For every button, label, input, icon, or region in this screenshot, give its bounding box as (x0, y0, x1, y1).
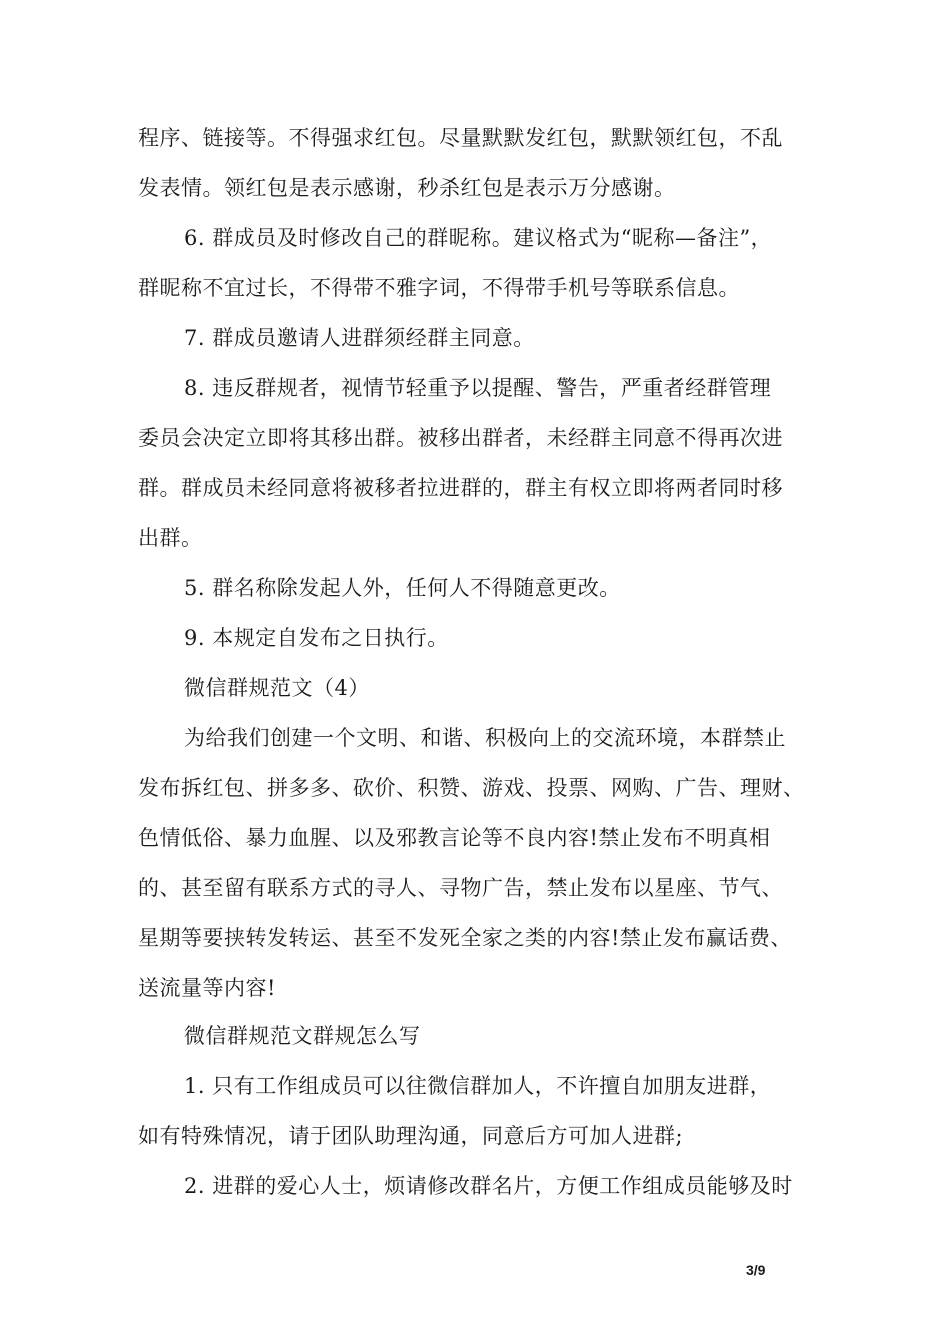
section-heading: 微信群规范文（4） (184, 676, 370, 700)
text-line: 为给我们创建一个文明、和谐、积极向上的交流环境，本群禁止 (184, 726, 786, 750)
text-line: 群。群成员未经同意将被移者拉进群的，群主有权立即将两者同时移 (138, 476, 783, 500)
page-number: 3/9 (746, 1262, 766, 1278)
text-line: 7. 群成员邀请人进群须经群主同意。 (184, 326, 535, 350)
text-line: 6. 群成员及时修改自己的群昵称。建议格式为“昵称—备注”， (184, 226, 773, 250)
text-line: 星期等要挟转发转运、甚至不发死全家之类的内容!禁止发布赢话费、 (138, 926, 792, 950)
section-heading: 微信群规范文群规怎么写 (184, 1024, 421, 1048)
text-line: 的、甚至留有联系方式的寻人、寻物广告，禁止发布以星座、节气、 (138, 876, 783, 900)
text-line: 送流量等内容! (138, 976, 276, 1000)
text-line: 出群。 (138, 526, 203, 550)
text-line: 2. 进群的爱心人士，烦请修改群名片，方便工作组成员能够及时 (184, 1174, 793, 1198)
text-line: 程序、链接等。不得强求红包。尽量默默发红包，默默领红包，不乱 (138, 126, 783, 150)
text-line: 发布拆红包、拼多多、砍价、积赞、游戏、投票、网购、广告、理财、 (138, 776, 805, 800)
text-line: 如有特殊情况，请于团队助理沟通，同意后方可加人进群; (138, 1124, 684, 1148)
text-line: 8. 违反群规者，视情节轻重予以提醒、警告，严重者经群管理 (184, 376, 772, 400)
text-line: 9. 本规定自发布之日执行。 (184, 626, 449, 650)
text-line: 群昵称不宜过长，不得带不雅字词，不得带手机号等联系信息。 (138, 276, 740, 300)
text-line: 发表情。领红包是表示感谢，秒杀红包是表示万分感谢。 (138, 176, 676, 200)
text-line: 色情低俗、暴力血腥、以及邪教言论等不良内容!禁止发布不明真相 (138, 826, 771, 850)
text-line: 5. 群名称除发起人外，任何人不得随意更改。 (184, 576, 621, 600)
text-line: 委员会决定立即将其移出群。被移出群者，未经群主同意不得再次进 (138, 426, 783, 450)
text-line: 1. 只有工作组成员可以往微信群加人，不许擅自加朋友进群， (184, 1074, 772, 1098)
